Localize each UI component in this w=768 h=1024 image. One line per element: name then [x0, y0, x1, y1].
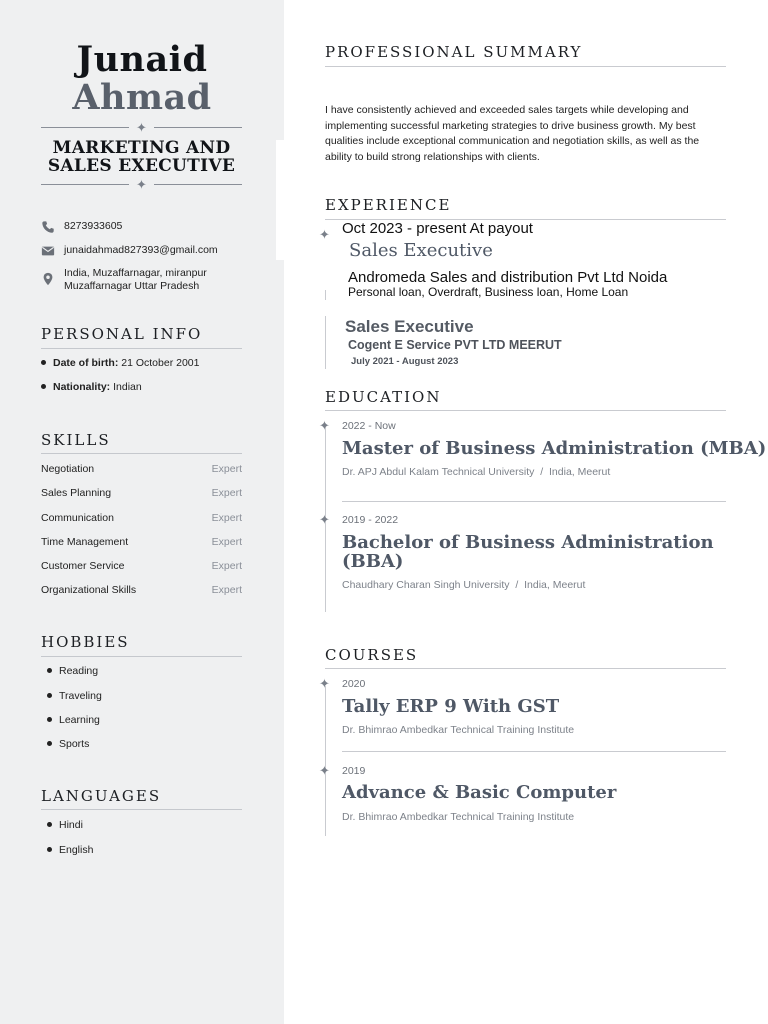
course-date: 2019 — [342, 765, 366, 777]
dob-label: Date of birth: — [53, 357, 119, 369]
education-school-row — [342, 466, 610, 479]
job-title: Sales Executive — [345, 317, 474, 336]
skill-row — [41, 536, 242, 549]
personal-info-heading: PERSONAL INFO — [41, 325, 203, 343]
summary-text: I have consistently achieved and exceeded sales targets while developing and implementing successful marketing strategies to drive business growth. My best qualities include exceptional communication and negotiation skills, as well as the ability to build strong relationships with clients. — [325, 104, 700, 163]
experience-heading: EXPERIENCE — [325, 196, 452, 214]
skill-row — [41, 584, 242, 597]
skill-name: Sales Planning — [41, 487, 112, 499]
skill-level: Expert — [211, 463, 242, 475]
email-icon — [41, 244, 55, 258]
skill-level: Expert — [211, 584, 242, 596]
star-divider-icon: ✦ — [319, 227, 330, 242]
course-date: 2020 — [342, 678, 366, 690]
dob-row — [41, 357, 199, 370]
education-school: Dr. APJ Abdul Kalam Technical University — [342, 466, 535, 478]
course-institute: Dr. Bhimrao Ambedkar Technical Training Institute — [342, 811, 575, 823]
timeline-line — [325, 290, 326, 300]
list-item — [47, 714, 100, 727]
course-institute: Dr. Bhimrao Ambedkar Technical Training Institute — [342, 724, 575, 736]
dob-value: 21 October 2001 — [121, 357, 200, 369]
divider-bottom — [41, 177, 242, 192]
job-company: Andromeda Sales and distribution Pvt Ltd Noida — [348, 269, 668, 286]
summary-heading: PROFESSIONAL SUMMARY — [325, 43, 583, 61]
education-heading: EDUCATION — [325, 388, 442, 406]
education-degree-line-2: (BBA) — [342, 551, 404, 572]
role-line-1: MARKETING AND — [52, 138, 231, 158]
star-divider-icon: ✦ — [319, 418, 330, 433]
job-date: Oct 2023 - present At payout — [342, 220, 533, 237]
education-school-row — [342, 579, 585, 592]
education-school: Chaudhary Charan Singh University — [342, 579, 510, 591]
language-label: Hindi — [59, 819, 83, 831]
languages-rule — [41, 809, 242, 810]
email-address[interactable]: junaidahmad827393@gmail.com — [64, 244, 218, 256]
list-item — [47, 844, 93, 857]
skill-row — [41, 560, 242, 573]
education-location: India, Meerut — [549, 466, 611, 478]
timeline-line — [325, 316, 326, 369]
education-location: India, Meerut — [524, 579, 586, 591]
skill-row — [41, 512, 242, 525]
skill-row — [41, 463, 242, 476]
first-name: Junaid — [76, 39, 208, 80]
last-name: Ahmad — [72, 77, 212, 118]
star-divider-icon: ✦ — [136, 120, 147, 135]
education-sep: / — [515, 579, 519, 591]
hobby-label: Traveling — [59, 690, 102, 702]
courses-rule — [325, 668, 726, 669]
nationality-label: Nationality: — [53, 381, 111, 393]
phone-icon — [41, 220, 55, 234]
hobby-label: Reading — [59, 665, 99, 677]
star-divider-icon: ✦ — [319, 512, 330, 527]
skills-heading: SKILLS — [41, 431, 111, 449]
job-company: Cogent E Service PVT LTD MEERUT — [348, 338, 562, 352]
skills-rule — [41, 453, 242, 454]
skill-name: Negotiation — [41, 463, 95, 475]
job-details: Personal loan, Overdraft, Business loan, Home Loan — [348, 285, 629, 299]
list-item — [47, 738, 89, 751]
education-degree-line-1: Bachelor of Business Administration — [342, 532, 714, 553]
courses-heading: COURSES — [325, 646, 419, 664]
skill-name: Time Management — [41, 536, 129, 548]
star-divider-icon: ✦ — [319, 676, 330, 691]
language-label: English — [59, 844, 94, 856]
location-pin-icon — [41, 272, 55, 286]
list-item — [47, 819, 83, 832]
divider-top — [41, 120, 242, 135]
job-role — [41, 139, 242, 175]
nationality-row — [41, 381, 142, 394]
job-title: Sales Executive — [349, 240, 493, 261]
skill-level: Expert — [211, 512, 242, 524]
personal-info-rule — [41, 348, 242, 349]
timeline-line — [325, 686, 326, 836]
hobbies-rule — [41, 656, 242, 657]
skill-row — [41, 487, 242, 500]
job-date: July 2021 - August 2023 — [351, 356, 459, 367]
list-item — [47, 690, 102, 703]
star-divider-icon: ✦ — [319, 763, 330, 778]
course-item-rule — [342, 751, 726, 752]
education-date: 2019 - 2022 — [342, 514, 399, 526]
sidebar-notch — [276, 140, 284, 260]
skill-level: Expert — [211, 487, 242, 499]
course-title: Advance & Basic Computer — [342, 782, 617, 803]
education-sep: / — [540, 466, 544, 478]
hobbies-heading: HOBBIES — [41, 633, 130, 651]
role-line-2: SALES EXECUTIVE — [47, 156, 236, 176]
list-item — [47, 665, 98, 678]
nationality-value: Indian — [113, 381, 142, 393]
course-title: Tally ERP 9 With GST — [342, 696, 560, 717]
hobby-label: Sports — [59, 738, 90, 750]
skill-name: Customer Service — [41, 560, 125, 572]
education-degree: Master of Business Administration (MBA) — [342, 438, 767, 459]
summary-rule — [325, 66, 726, 67]
address: India, Muzaffarnagar, miranpur Muzaffarnagar Uttar Pradesh — [64, 267, 207, 292]
skill-name: Communication — [41, 512, 114, 524]
phone-number[interactable]: 8273933605 — [64, 220, 123, 232]
hobby-label: Learning — [59, 714, 100, 726]
education-date: 2022 - Now — [342, 420, 396, 432]
skill-level: Expert — [211, 536, 242, 548]
languages-heading: LANGUAGES — [41, 787, 162, 805]
education-item-rule — [342, 501, 726, 502]
education-rule — [325, 410, 726, 411]
skill-level: Expert — [211, 560, 242, 572]
skill-name: Organizational Skills — [41, 584, 137, 596]
star-divider-icon: ✦ — [136, 177, 147, 192]
